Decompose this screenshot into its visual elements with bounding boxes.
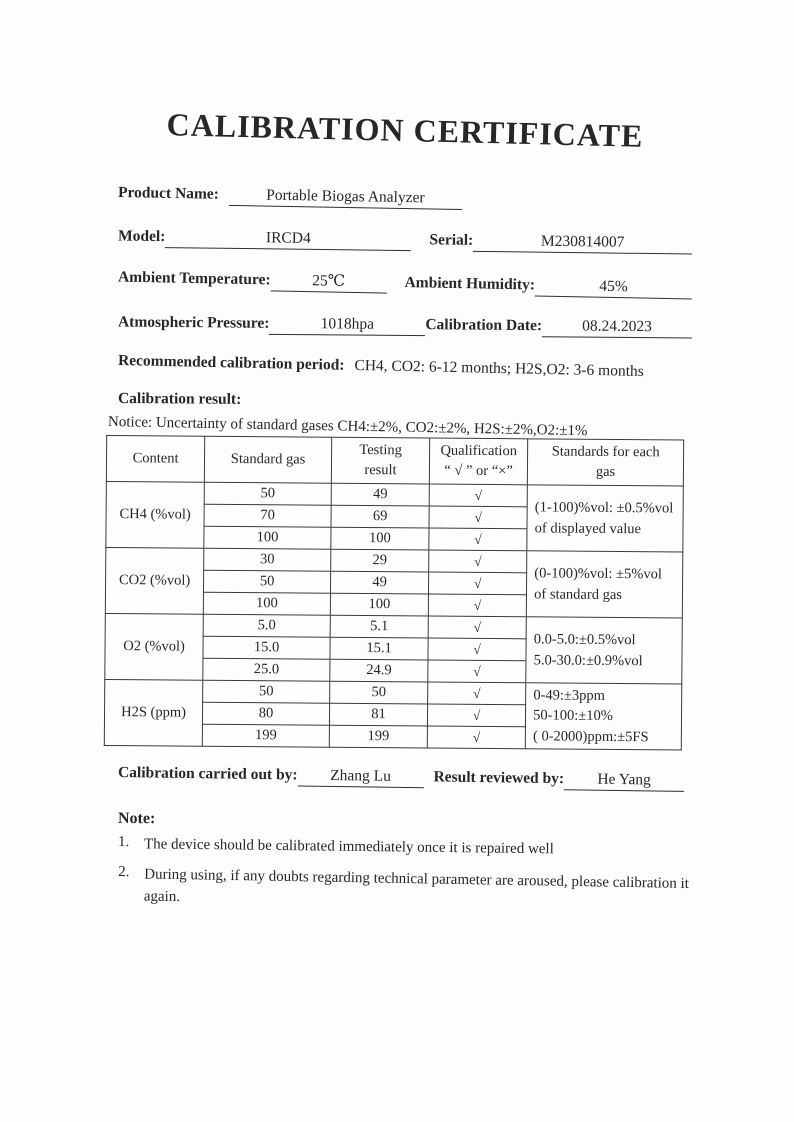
table-row [105,680,682,707]
standards-cell: 0-49:±3ppm 50-100:±10% ( 0-2000)ppm:±5FS [525,683,681,750]
notice-line: Notice: Uncertainty of standard gases CH4:±2%, CO2:±2%, H2S:±2%,O2:±1% [107,414,588,440]
table-header-row [106,436,683,487]
gas-content-cell: H2S (ppm) [104,680,203,747]
reviewed-by-label: Result reviewed by: [433,768,565,788]
table-row [105,614,682,641]
product-name-label: Product Name: [117,183,220,203]
note-item-number: 2. [118,863,130,881]
calibration-table-body [104,482,683,751]
qualification-cell: √ [428,638,526,661]
testing-result-cell: 69 [331,505,429,528]
standards-cell: (1-100)%vol: ±0.5%vol of displayed value [527,485,683,552]
table-header-cell: Qualification “ √ ” or “×” [429,438,527,485]
ambient-temperature-value: 25℃ [270,270,386,293]
standard-gas-cell: 80 [203,702,330,725]
field-pressure-date [118,313,692,338]
gas-content-cell: CO2 (%vol) [105,548,204,615]
standard-gas-cell: 50 [203,680,330,703]
qualification-cell: √ [428,616,526,639]
standard-gas-cell: 25.0 [203,658,330,681]
standards-cell: (0-100)%vol: ±5%vol of standard gas [526,551,682,618]
table-header-cell: Standards for each gas [528,439,684,486]
testing-result-cell: 5.1 [330,615,428,638]
model-value: IRCD4 [165,228,411,251]
table-row [106,548,683,575]
note-list [118,834,692,907]
calibration-date-value: 08.24.2023 [542,317,692,338]
calibration-table [104,435,684,751]
serial-value: M230814007 [473,232,692,255]
qualification-cell: √ [428,704,526,727]
standards-cell: 0.0-5.0:±0.5%vol 5.0-30.0:±0.9%vol [526,617,682,684]
table-row [106,482,683,509]
qualification-cell: √ [427,726,525,749]
standard-gas-cell: 100 [203,592,330,615]
reviewed-by-value: He Yang [564,770,684,792]
atmospheric-pressure-label: Atmospheric Pressure: [117,313,270,332]
qualification-cell: √ [428,660,526,683]
certificate-content [107,0,692,915]
note-item-number: 1. [117,834,130,851]
standard-gas-cell: 5.0 [203,614,330,637]
testing-result-cell: 100 [331,527,429,550]
field-recommended-period [118,352,692,382]
note-item [118,864,693,918]
qualification-cell: √ [429,572,527,595]
qualification-cell: √ [429,550,527,573]
standard-gas-cell: 70 [204,504,331,527]
testing-result-cell: 100 [330,593,428,616]
testing-result-cell: 49 [331,483,429,506]
recommended-period-label: Recommended calibration period: [117,351,345,374]
field-model-serial [118,227,692,254]
note-item-text: During using, if any doubts regarding technical parameter are aroused, please calibration it again. [143,866,690,905]
certificate-fields [117,183,692,380]
ambient-temperature-label: Ambient Temperature: [117,268,271,289]
testing-result-cell: 199 [329,725,427,748]
table-header-cell: Standard gas [204,436,331,483]
carried-out-by-label: Calibration carried out by: [117,764,298,784]
carried-out-by-value: Zhang Lu [297,767,423,789]
product-name-value: Portable Biogas Analyzer [229,186,462,210]
note-item [118,834,692,863]
qualification-cell: √ [429,484,527,507]
model-label: Model: [117,227,166,246]
testing-result-cell: 50 [330,681,428,704]
serial-label: Serial: [429,231,474,249]
testing-result-cell: 49 [331,571,429,594]
page-title: CALIBRATION CERTIFICATE [166,106,644,154]
qualification-cell: √ [429,528,527,551]
qualification-cell: √ [428,594,526,617]
standard-gas-cell: 50 [204,570,331,593]
standard-gas-cell: 30 [204,548,331,571]
testing-result-cell: 15.1 [330,637,428,660]
field-ambient [118,267,692,299]
gas-content-cell: CH4 (%vol) [106,482,205,549]
recommended-period-value: CH4, CO2: 6-12 months; H2S,O2: 3-6 months [354,356,644,380]
standard-gas-cell: 199 [202,724,329,747]
standard-gas-cell: 15.0 [203,636,330,659]
qualification-cell: √ [429,506,527,529]
note-heading: Note: [117,810,156,828]
gas-content-cell: O2 (%vol) [105,614,204,681]
testing-result-cell: 81 [329,703,427,726]
table-header-cell: Content [106,436,204,483]
testing-result-cell: 29 [331,549,429,572]
field-product-name [118,184,692,214]
note-item-text: The device should be calibrated immediately once it is repaired well [143,836,554,858]
table-header-cell: Testing result [331,437,429,484]
qualification-cell: √ [428,682,526,705]
calibration-result-heading: Calibration result: [117,390,242,408]
signature-line [118,764,692,792]
ambient-humidity-label: Ambient Humidity: [404,273,536,294]
standard-gas-cell: 50 [204,482,331,505]
ambient-humidity-value: 45% [535,276,692,299]
standard-gas-cell: 100 [204,526,331,549]
atmospheric-pressure-value: 1018hpa [269,315,425,336]
calibration-date-label: Calibration Date: [425,316,543,335]
testing-result-cell: 24.9 [330,659,428,682]
